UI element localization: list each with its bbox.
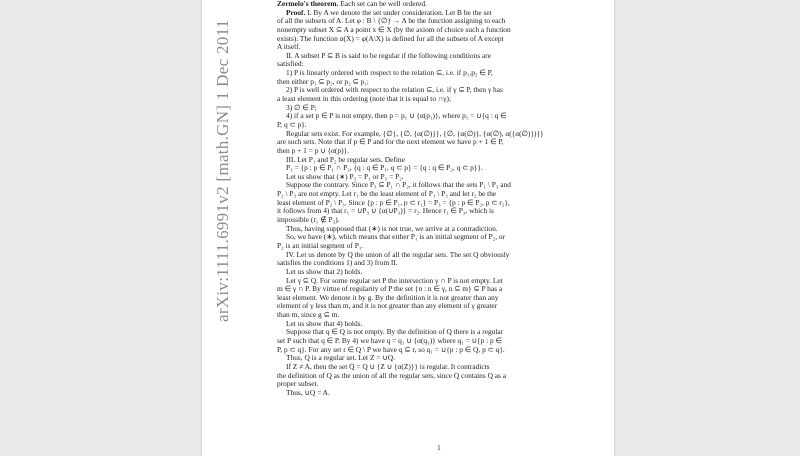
text-line: A itself. bbox=[277, 43, 301, 52]
text-line: 3) ∅ ∈ P; bbox=[286, 103, 317, 112]
page-number: 1 bbox=[437, 443, 441, 452]
text-line: least element. We denote it by g. By the definition it is not greater than any bbox=[277, 293, 499, 302]
text-line: Thus, Q is a regular set. Let Z = ∪Q. bbox=[286, 354, 395, 363]
text-line: So, we have (∗), which means that either P₁ is an initial segment of P₂, or bbox=[286, 233, 506, 242]
bold-heading: Zermelo's theorem. bbox=[277, 0, 339, 8]
text-line: Thus, having supposed that (∗) is not true, we arrive at a contradiction. bbox=[286, 224, 498, 233]
text-line: IV. Let us denote by Q the union of all the regular sets. The set Q obviously bbox=[286, 250, 510, 259]
text-line: Suppose the contrary. Since P₃ ⊆ P₁ ∩ P₂, it follows that the sets P₁ \ P₃ and bbox=[286, 181, 511, 190]
text-line: then p + 1 = p ∪ {α(p)}. bbox=[277, 146, 349, 155]
text-line: satisfies the conditions 1) and 3) from II. bbox=[277, 259, 398, 268]
text-line: Suppose that q ∈ Q is not empty. By the definition of Q there is a regular bbox=[286, 328, 504, 337]
text-line: proper subset. bbox=[277, 380, 319, 389]
text-line: Let us show that 2) holds. bbox=[286, 267, 363, 276]
arxiv-identifier-stamp: arXiv:1111.6991v2 [math.GN] 1 Dec 2011 bbox=[213, 19, 232, 322]
proof-text bbox=[277, 0, 587, 397]
text-line: m ∈ γ ∩ P. By virtue of regularity of P the set {n : n ∈ γ, n ⊆ m} ⊆ P has a bbox=[277, 285, 503, 294]
text-line: nonempty subset X ⊆ A a point x ∈ X (by the axiom of choice such a function bbox=[277, 25, 511, 34]
text-line: If Z ≠ A, then the set Q̂ = Q ∪ {Z ∪ {α(Z)}} is regular. It contradicts bbox=[286, 362, 490, 371]
text-line: Let us show that 4) holds. bbox=[286, 319, 363, 328]
text-line: Regular sets exist. For example, {∅}, {∅, {α(∅)}}, {∅, {α(∅)}, {α(∅), α({α(∅)})}} bbox=[286, 129, 544, 138]
text-line: P₃ = {p : p ∈ P₁ ∩ P₂, {q : q ∈ P₁, q ⊂ p} = {q : q ∈ P₂, q ⊂ p}}. bbox=[286, 164, 483, 173]
text-line: least element of P₂ \ P₃. Since {p : p ∈ P₁, p ⊂ r₁} = P₃ = {p : p ∈ P₂, p ⊂ r₂}, bbox=[277, 198, 510, 207]
bold-heading: Proof. bbox=[286, 8, 306, 17]
text-line: P, p ⊂ q}. For any set r ∈ Q \ P we have q ⊆ r, so q₁ = ∪{p : p ∈ Q, p ⊂ q}. bbox=[277, 345, 505, 354]
text-line: set P such that q ∈ P. By 4) we have q = q₁ ∪ {α(q₁)} where q₁ = ∪{p : p ∈ bbox=[277, 336, 502, 345]
text-line: exists). The function α(X) = φ(A\X) is defined for all the subsets of A except bbox=[277, 34, 504, 43]
text-line: III. Let P₁ and P₂ be regular sets. Define bbox=[286, 155, 405, 164]
text-line: the definition of Q as the union of all the regular sets, since Q̂ contains Q as a bbox=[277, 371, 507, 380]
text-line: P₂ \ P₃ are not empty. Let r₁ be the least element of P₁ \ P₃ and let r₂ be the bbox=[277, 190, 497, 199]
text-line: Let γ ⊆ Q. For some regular set P the intersection γ ∩ P is not empty. Let bbox=[286, 276, 503, 285]
text-line: 2) P is well ordered with respect to the relation ⊆, i.e. if γ ⊆ P, then γ has bbox=[286, 86, 503, 95]
text-line: Proof. I. By A we denote the set under consideration. Let B be the set bbox=[286, 8, 492, 17]
text-line: satisfied: bbox=[277, 60, 304, 69]
text-line: P₂ is an initial segment of P₁. bbox=[277, 241, 364, 250]
text-line: Zermelo's theorem. Each set can be well ordered. bbox=[277, 0, 427, 8]
text-line: element of γ less than m, and it is not greater than any element of γ greater bbox=[277, 302, 498, 311]
text-line: than m, since g ⊆ m. bbox=[277, 311, 340, 320]
text-line: 4) if a set p ∈ P is not empty, then p = p₁ ∪ {α(p₁)}, where p₁ = ∪{q : q ∈ bbox=[286, 112, 507, 121]
text-line: of all the subsets of A. Let φ : B \ {∅} → A be the function assigning to each bbox=[277, 17, 506, 26]
text-line: P, q ⊂ p}. bbox=[277, 120, 307, 129]
text-line: it follows from 4) that r₁ = ∪P₃ ∪ {α(∪P₃)} = r₂. Hence r₁ ∈ P₃, which is bbox=[277, 207, 494, 216]
text-line: Thus, ∪Q = A. bbox=[286, 388, 330, 397]
text-line: then either p₁ ⊆ p₂, or p₂ ⊆ p₁; bbox=[277, 77, 369, 86]
text-line: 1) P is linearly ordered with respect to the relation ⊆, i.e. if p₁,p₂ ∈ P, bbox=[286, 69, 493, 78]
text-line: Let us show that (∗) P₃ = P₁ or P₃ = P₂. bbox=[286, 172, 404, 181]
text-line: impossible (r₁ ∉ P₃). bbox=[277, 216, 340, 225]
text-line: II. A subset P ⊆ B is said to be regular if the following conditions are bbox=[286, 51, 492, 60]
text-line: are such sets. Note that if p ∈ P and for the next element we have p + 1 ∈ P, bbox=[277, 138, 504, 147]
text-line: a least element in this ordering (note that it is equal to ∩γ); bbox=[277, 95, 452, 104]
